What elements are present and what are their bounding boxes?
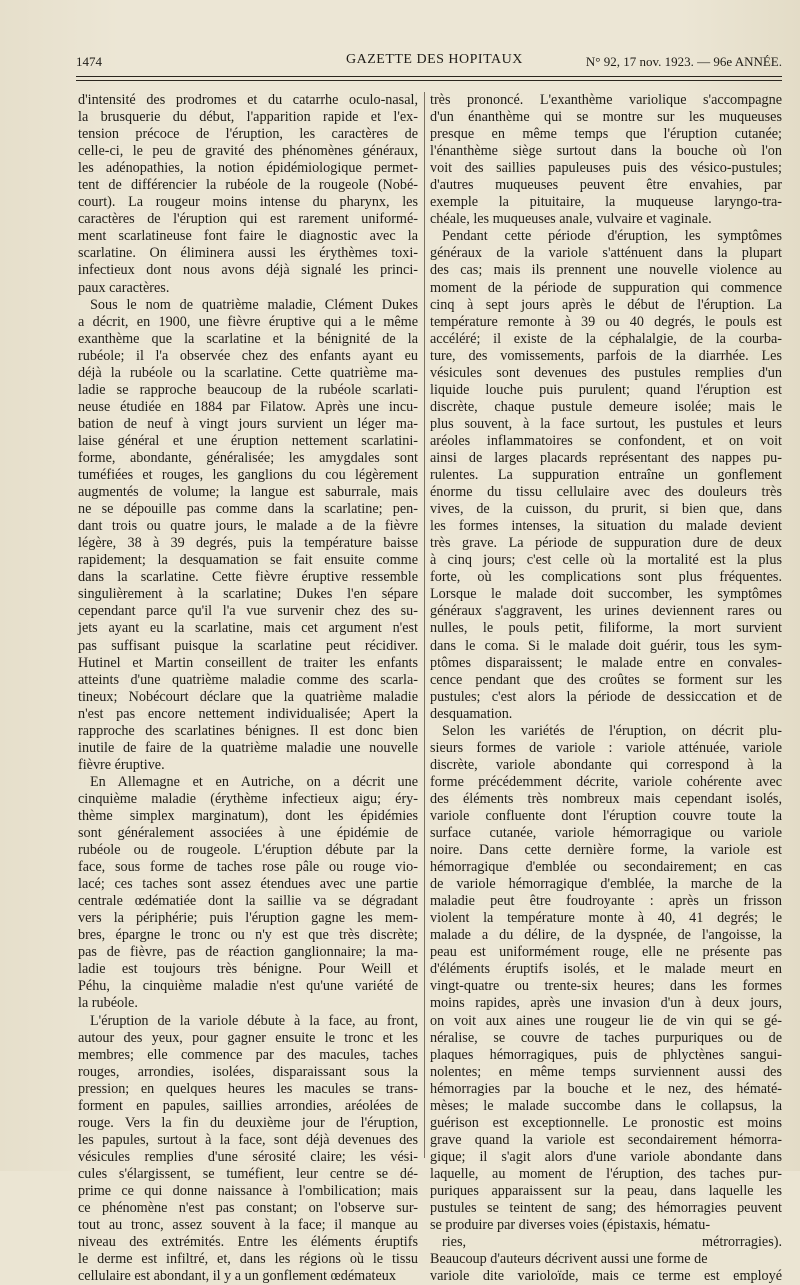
text-line: rouge. Vers la fin du deuxième jour de l'éruption, [78, 1114, 418, 1131]
text-line: violent la température monte à 40, 41 degrés; le [430, 910, 782, 927]
text-line: moins rapides, après une invasion d'un à deux jours, [430, 995, 782, 1012]
text-line: dans le coma. Si le malade doit guérir, tous les sym- [430, 637, 782, 654]
text-line: hémorragies par la bouche et le nez, des hématé- [430, 1080, 782, 1097]
text-line: généraux de la variole s'atténuent dans la plupart [430, 245, 782, 262]
text-line: thème simplex marginatum), dont les épidémies [78, 807, 418, 824]
text-line: court). La rougeur moins intense du pharynx, les [78, 194, 418, 211]
text-line: laise général et une éruption nettement scarlatini- [78, 432, 418, 449]
text-line: voit des saillies papuleuses puis des vésico-pustules; [430, 160, 782, 177]
text-line: centrale œdématiée dont la saillie va se dégradant [78, 893, 418, 910]
text-line: dant trois ou quatre jours, le malade a de la fièvre [78, 518, 418, 535]
text-line: chéale, les muqueuses anale, vulvaire et vaginale. [430, 211, 712, 228]
text-line: exemple la pituitaire, la muqueuse laryngo-tra- [430, 194, 782, 211]
text-line: Beaucoup d'auteurs décrivent aussi une forme de [430, 1251, 708, 1268]
text-line: membres; elle commence par des macules, taches [78, 1046, 418, 1063]
text-line: cinquième maladie (érythème infectieux aigu; éry- [78, 790, 418, 807]
text-line: à cinq jours; c'est celle où la mortalité est la plus [430, 552, 782, 569]
text-line: pression; en quelques heures les macules se trans- [78, 1080, 418, 1097]
page-number: 1474 [76, 54, 102, 69]
text-line: le derme est infiltré, et, dans les régions où le tissu [78, 1251, 418, 1268]
text-line: ment scarlatineuse font faire le diagnostic avec la [78, 228, 418, 245]
text-line: l'énanthème siège surtout dans la bouche où l'on [430, 143, 782, 160]
text-line: bres, épargne le tronc ou n'y est que très discrète; [78, 927, 418, 944]
text-line: dans la scarlatine. Cette fièvre éruptive ressemble [78, 569, 418, 586]
text-line: infectieux dont nous avons déjà signalé les princi- [78, 262, 418, 279]
text-line: se produire par diverses voies (épistaxis, hématu- [430, 1217, 711, 1234]
header-rule [76, 76, 782, 77]
text-line: ce phénomène n'est pas constant; on l'observe sur- [78, 1200, 418, 1217]
text-line: n'est pas encore nettement individualisée; Apert la [78, 705, 418, 722]
text-line: moment de la période de suppuration qui commence [430, 279, 782, 296]
text-line: ladie est toujours très bénigne. Pour Weill et [78, 961, 418, 978]
text-line: rapproche des scarlatines bénignes. Il est donc bien [78, 722, 418, 739]
text-line: mèses; le malade succombe dans le collapsus, la [430, 1097, 782, 1114]
text-line: tout au tronc, assez souvent à la face; il manque au [78, 1217, 418, 1234]
text-line: tension précoce de l'éruption, les caractères de [78, 126, 418, 143]
text-line: Selon les variétés de l'éruption, on décrit plu- [442, 722, 782, 739]
text-line: de variole hémorragique d'emblée, la marche de la [430, 876, 782, 893]
text-line: des cas; mais ils prennent une nouvelle violence au [430, 262, 782, 279]
text-line: légère, 38 à 39 degrés, puis la température baisse [78, 535, 418, 552]
text-line: autour des yeux, pour gagner ensuite le tronc et les [78, 1029, 418, 1046]
text-line: température remonte à 39 ou 40 degrés, le pouls est [430, 313, 782, 330]
text-line: atteints d'une quatrième maladie comme des scarla- [78, 671, 418, 688]
text-line: En Allemagne et en Autriche, on a décrit une [90, 773, 418, 790]
text-line: presque en même temps que l'éruption cutanée; [430, 126, 782, 143]
header-rule-double [76, 80, 782, 81]
text-line: aréoles inflammatoires se confondent, et on voit [430, 432, 782, 449]
text-line: la rubéole. [78, 995, 138, 1012]
text-line: Sous le nom de quatrième maladie, Clément Dukes [90, 296, 418, 313]
text-line: exanthème que la scarlatine et la bénignité de la [78, 330, 418, 347]
text-line: plus souvent, à la face surtout, les pustules et leurs [430, 415, 782, 432]
text-line: augmentés de volume; la langue est saburrale, mais [78, 484, 418, 501]
text-line: vives, de la cuisson, du prurit, si bien que, dans [430, 501, 782, 518]
text-line: énorme du tissu cellulaire avec des douleurs très [430, 484, 782, 501]
text-line: variole confluente dont l'éruption couvre toute la [430, 807, 782, 824]
text-line: discrète, variole abondante qui correspond à la [430, 756, 782, 773]
column-divider [424, 92, 425, 1158]
text-line: desquamation. [430, 705, 513, 722]
text-line: rouges, arrondies, isolées, disparaissant sous la [78, 1063, 418, 1080]
text-line: déjà la rubéole ou la scarlatine. Cette quatrième ma- [78, 364, 418, 381]
text-line: scarlatine. On éliminera aussi les érythèmes toxi- [78, 245, 418, 262]
text-line: maladie peut être foudroyante : après un frisson [430, 893, 782, 910]
text-line: grave quand la variole est secondairement hémorra- [430, 1131, 782, 1148]
text-line: forme précédemment décrite, variole cohérente avec [430, 773, 782, 790]
text-line: généraux s'aggravent, les urines deviennent rares ou [430, 603, 782, 620]
text-line: les formes intenses, la situation du malade devient [430, 518, 782, 535]
text-line: vésicules remplies d'une sérosité claire; les vési- [78, 1148, 418, 1165]
text-line: les papules, surtout à la face, sont déjà devenues des [78, 1131, 418, 1148]
publication-title: GAZETTE DES HOPITAUX [346, 52, 523, 67]
text-line: liquide louche puis purulent; quand l'éruption est [430, 381, 782, 398]
text-line: accéléré; il existe de la céphalalgie, de la courba- [430, 330, 782, 347]
text-line: puriques apparaissent sur la peau, dans laquelle les [430, 1183, 782, 1199]
text-line: vingt-quatre ou trente-six heures; dans les formes [430, 978, 782, 995]
text-line: on voit aux aines une rougeur lie de vin qui se gé- [430, 1012, 782, 1029]
text-line: néralise, se couvre de taches purpuriques ou de [430, 1029, 782, 1046]
text-line: d'autres muqueuses peuvent être envahies, par [430, 177, 782, 194]
text-line: ne se dépouille pas comme dans la scarlatine; pen- [78, 501, 418, 518]
text-line: d'intensité des prodromes et du catarrhe oculo-nasal, [78, 92, 418, 108]
text-line: cellulaire est abondant, il y a un gonflement œdémateux [78, 1268, 396, 1285]
text-line: tineux; Nobécourt déclare que la quatrième maladie [78, 688, 418, 705]
text-line: surface cutanée, variole hémorragique ou variole [430, 825, 782, 842]
text-line: cence pendant que des croûtes se forment sur les [430, 671, 782, 688]
text-line: caractères de l'éruption qui est rarement uniformé- [78, 211, 418, 228]
text-line: pas de fièvre, pas de réaction ganglionnaire; la ma- [78, 944, 418, 961]
text-line: face, sous forme de taches rose pâle ou rouge vio- [78, 859, 418, 876]
text-line: vers la périphérie; puis l'éruption gagne les mem- [78, 910, 418, 927]
text-line: ainsi de larges placards représentant des nappes pu- [430, 449, 782, 466]
text-line: Hutinel et Martin conseillent de traiter les enfants [78, 654, 418, 671]
text-line: pustules se teintent de sang; des hémorragies peuvent [430, 1200, 782, 1217]
text-line: ries, métrorragies). [442, 1234, 782, 1251]
text-line: a décrit, en 1900, une fièvre éruptive qui a le même [78, 313, 418, 330]
text-line: Péhu, la cinquième maladie n'est qu'une variété de [78, 978, 418, 995]
text-line: très grave. La période de suppuration dure de deux [430, 535, 782, 552]
text-line: plaques hémorragiques, puis de phlyctènes sangui- [430, 1046, 782, 1063]
text-line: cependant parce qu'il l'a vue survenir chez des su- [78, 603, 418, 620]
text-line: lacé; ces taches sont assez étendues avec une partie [78, 876, 418, 893]
text-line: variole dite varioloïde, mais ce terme est employé [430, 1268, 782, 1285]
left-column [78, 92, 418, 1285]
text-line: forment en papules, saillies arrondies, aréolées de [78, 1097, 418, 1114]
page-header [76, 48, 782, 72]
text-line: fièvre éruptive. [78, 756, 165, 773]
text-line: d'un énanthème qui se montre sur les muqueuses [430, 109, 782, 126]
text-line: celle-ci, le peu de gravité des phénomènes généraux, [78, 143, 418, 160]
text-line: rulentes. La suppuration entraîne un gonflement [430, 467, 782, 484]
text-line: forte, où les complications sont plus fréquentes. [430, 569, 782, 586]
text-line: tent de différencier la rubéole de la rougeole (Nobé- [78, 177, 418, 194]
text-line: cules s'élargissent, se tuméfient, leur centre se dé- [78, 1165, 418, 1182]
text-line: la brusquerie du début, l'apparition rapide et l'ex- [78, 109, 418, 126]
text-line: tuméfiées et rouges, les ganglions du cou légèrement [78, 467, 418, 484]
text-line: hémorragique d'emblée ou secondairement; en cas [430, 859, 782, 876]
text-line: malade a du délire, de la dyspnée, de l'angoisse, la [430, 927, 782, 944]
text-line: laquelle, au moment de l'éruption, des taches pur- [430, 1165, 782, 1182]
text-line: nulles, le pouls petit, filiforme, la mort survient [430, 620, 782, 637]
text-line: nolentes; en même temps surviennent aussi des [430, 1063, 782, 1080]
text-line: gique; il s'agit alors d'une variole abondante dans [430, 1148, 782, 1165]
text-line: L'éruption de la variole débute à la face, au front, [90, 1012, 418, 1029]
issue-info: N° 92, 17 nov. 1923. — 96e ANNÉE. [585, 54, 782, 69]
text-line: peau est uniformément rouge, elle ne présente pas [430, 944, 782, 961]
text-line: niveau des extrémités. Entre les éléments éruptifs [78, 1234, 418, 1251]
text-line: inutile de faire de la quatrième maladie une nouvelle [78, 739, 418, 756]
text-line: noire. Dans cette dernière forme, la variole est [430, 842, 782, 859]
text-line: jets ayant eu la scarlatine, mais cet argument n'est [78, 620, 418, 637]
text-line: rubéole ou de rougeole. L'éruption débute par la [78, 842, 418, 859]
text-line: sont généralement associées à une épidémie de [78, 825, 418, 842]
text-line: rubéole; il l'a observée chez des enfants ayant eu [78, 347, 418, 364]
text-line: les adénopathies, la notion épidémiologique permet- [78, 160, 418, 177]
text-line: vésicules sont devenues des pustules remplies d'un [430, 364, 782, 381]
text-line: ture, des vomissements, parfois de la diarrhée. Les [430, 347, 782, 364]
text-line: prime ce qui donne naissance à l'ombilication; mais [78, 1183, 418, 1199]
text-line: des éléments très nombreux mais cependant isolés, [430, 790, 782, 807]
text-line: sieurs formes de variole : variole atténuée, variole [430, 739, 782, 756]
text-line: rapidement; la desquamation se fait ensuite comme [78, 552, 418, 569]
text-line: pustules; c'est alors la période de dessiccation et de [430, 688, 782, 705]
text-line: singulièrement à la scarlatine; Dukes l'en sépare [78, 586, 418, 603]
text-line: guérison est exceptionnelle. Le pronostic est moins [430, 1114, 782, 1131]
text-line: bation de neuf à vingt jours survient un léger ma- [78, 415, 418, 432]
text-line: discrète, chaque pustule demeure isolée; mais le [430, 398, 782, 415]
text-line: neuse étudiée en 1884 par Filatow. Après une incu- [78, 398, 418, 415]
text-line: paux caractères. [78, 279, 170, 296]
text-line: ladie se rapproche beaucoup de la rubéole scarlati- [78, 381, 418, 398]
text-line: forme, abondante, généralisée; les amygdales sont [78, 449, 418, 466]
text-line: ptômes disparaissent; le malade entre en convales- [430, 654, 782, 671]
text-line: d'éléments éruptifs isolés, et le malade meurt en [430, 961, 782, 978]
text-line: très prononcé. L'exanthème variolique s'accompagne [430, 92, 782, 108]
text-line: Pendant cette période d'éruption, les symptômes [442, 228, 782, 245]
text-line: Lorsque le malade doit succomber, les symptômes [430, 586, 782, 603]
text-line: cinq à sept jours après le début de l'éruption. La [430, 296, 782, 313]
text-line: pas suffisant puisque la scarlatine peut récidiver. [78, 637, 418, 654]
right-column [430, 92, 782, 1285]
